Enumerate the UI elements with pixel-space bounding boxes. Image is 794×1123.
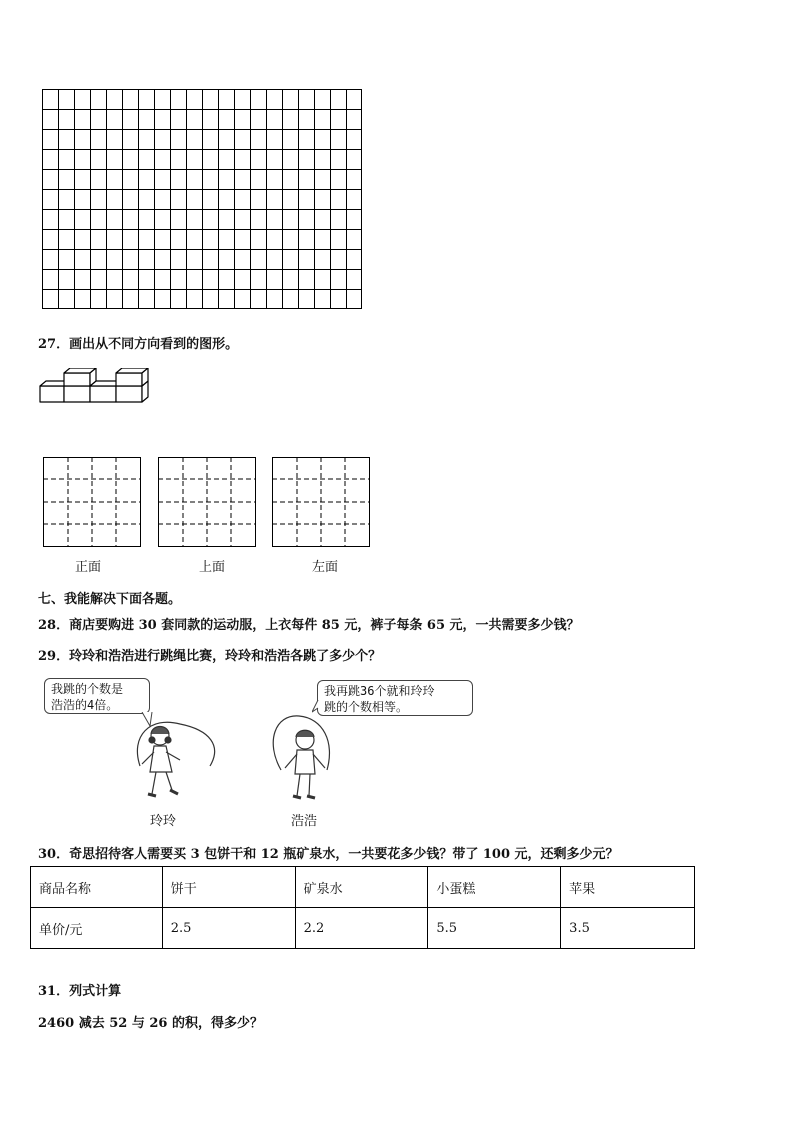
q31-title: 31．列式计算: [38, 984, 122, 999]
table-cell: 2.2: [295, 908, 428, 949]
q27-title: 27．画出从不同方向看到的图形。: [38, 337, 239, 352]
drawing-grid: [42, 89, 362, 309]
left-view-label: 左面: [312, 560, 339, 575]
table-cell: 苹果: [561, 867, 695, 908]
top-view-grid[interactable]: [158, 457, 256, 547]
table-cell: 矿泉水: [295, 867, 428, 908]
section-title: 七、我能解决下面各题。: [38, 592, 182, 607]
q31-text: 2460 减去 52 与 26 的积，得多少？: [38, 1016, 263, 1031]
dashed-grid: [158, 457, 256, 547]
top-view-label: 上面: [199, 560, 226, 575]
table-cell: 商品名称: [31, 867, 163, 908]
boy-jump-rope-illustration: [265, 712, 345, 808]
bubble-line: 浩浩的4倍。: [51, 698, 119, 712]
q30-text: 30．奇思招待客人需要买 3 包饼干和 12 瓶矿泉水，一共要花多少钱？带了 100 元，还剩多少元？: [38, 847, 619, 862]
price-table: [30, 866, 695, 949]
table-cell: 饼干: [162, 867, 295, 908]
table-cell: 2.5: [162, 908, 295, 949]
name-haohao: 浩浩: [291, 814, 318, 829]
bubble-line: 跳的个数相等。: [324, 700, 409, 714]
name-linling: 玲玲: [150, 814, 177, 829]
cube-stack-icon: [38, 368, 153, 404]
bubble-line: 我再跳36个就和玲玲: [324, 684, 435, 698]
table-cell: 单价/元: [31, 908, 163, 949]
left-view-grid[interactable]: [272, 457, 370, 547]
q29-text: 29．玲玲和浩浩进行跳绳比赛，玲玲和浩浩各跳了多少个？: [38, 649, 382, 664]
q28-text: 28．商店要购进 30 套同款的运动服，上衣每件 85 元，裤子每条 65 元，一共需要多少钱？: [38, 618, 580, 633]
girl-jump-rope-illustration: [130, 716, 225, 808]
table-cell: 3.5: [561, 908, 695, 949]
front-view-label: 正面: [75, 560, 102, 575]
front-view-grid[interactable]: [43, 457, 141, 547]
table-cell: 小蛋糕: [428, 867, 561, 908]
dashed-grid: [43, 457, 141, 547]
speech-bubble-linling: [44, 678, 150, 714]
table-row: [31, 908, 695, 949]
bubble-line: 我跳的个数是: [51, 682, 124, 696]
table-row: [31, 867, 695, 908]
speech-bubble-haohao: [317, 680, 473, 716]
table-cell: 5.5: [428, 908, 561, 949]
dashed-grid: [272, 457, 370, 547]
